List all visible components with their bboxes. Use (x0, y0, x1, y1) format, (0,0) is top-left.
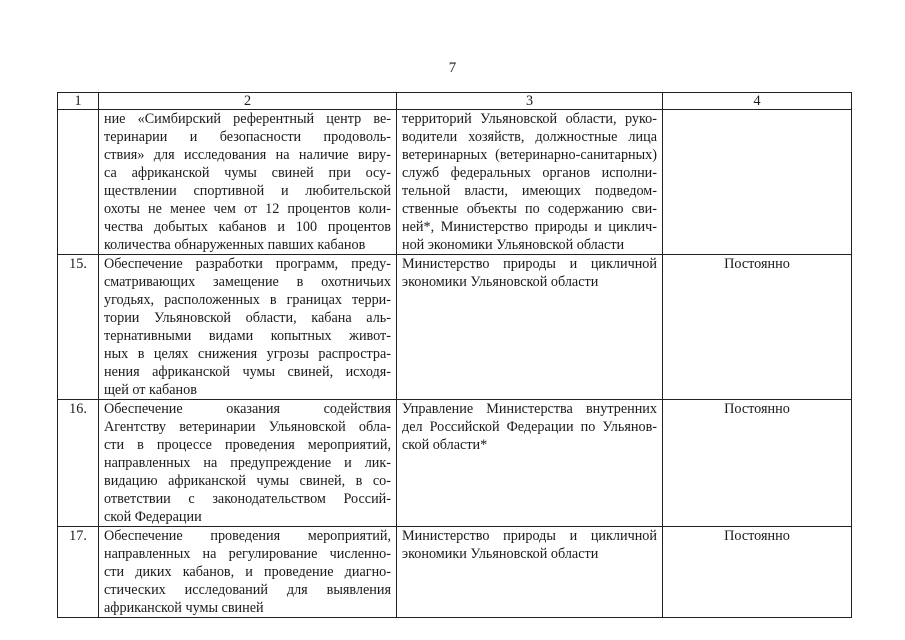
measure-cell-line: ние «Симбирский референтный центр ве- (104, 111, 391, 127)
measure-cell-line: нения африканской чумы свиней, исходя- (104, 364, 391, 380)
executor-cell-line: Управление Министерства внутренних (402, 401, 657, 417)
executor-cell-line: водители хозяйств, должностные лица (402, 129, 657, 145)
measure-cell-line: Обеспечение проведения мероприятий, (104, 528, 391, 544)
executor-cell-line: ней*, Министерство природы и циклич- (402, 219, 657, 235)
measure-cell-line: щей от кабанов (104, 382, 197, 398)
measure-cell-line: охоты не менее чем от 12 процентов коли- (104, 201, 391, 217)
measure-cell (99, 400, 397, 527)
measure-cell-line: сти диких кабанов, и проведение диагно- (104, 564, 391, 580)
executor-cell (397, 255, 663, 400)
row-number: 17. (58, 527, 99, 618)
measure-cell-line: тории Ульяновской области, кабана аль- (104, 310, 391, 326)
measure-cell-line: стических исследований для выявления (104, 582, 391, 598)
measure-cell-line: количества обнаруженных павших кабанов (104, 237, 366, 253)
executor-cell-line: ственные объекты по содержанию сви- (402, 201, 657, 217)
row-number: 15. (58, 255, 99, 400)
header-cell-4: 4 (663, 93, 852, 110)
header-cell-1: 1 (58, 93, 99, 110)
executor-cell-line: ской области* (402, 437, 488, 453)
executor-cell (397, 400, 663, 527)
executor-cell-line: территорий Ульяновской области, руко- (402, 111, 657, 127)
executor-cell-line: дел Российской Федерации по Ульянов- (402, 419, 657, 435)
executor-cell-line: Министерство природы и цикличной (402, 528, 657, 544)
measure-cell-line: сти в процессе проведения мероприятий, (104, 437, 391, 453)
term-cell: Постоянно (663, 400, 852, 527)
measure-cell-line: са африканской чумы свиней при осу- (104, 165, 391, 181)
measure-cell-line: направленных на регулирование численно- (104, 546, 391, 562)
measure-cell (99, 110, 397, 255)
executor-cell-line: тельной власти, имеющих подведом- (402, 183, 657, 199)
header-cell-2: 2 (99, 93, 397, 110)
term-cell: Постоянно (663, 255, 852, 400)
row-number: 16. (58, 400, 99, 527)
table-row (58, 110, 852, 255)
executor-cell-line: служб федеральных органов исполни- (402, 165, 657, 181)
measure-cell-line: Обеспечение оказания содействия (104, 401, 391, 417)
executor-cell-line: Министерство природы и цикличной (402, 256, 657, 272)
executor-cell (397, 527, 663, 618)
measure-cell-line: угодьях, расположенных в границах терри- (104, 292, 391, 308)
measure-cell (99, 255, 397, 400)
measure-cell-line: ных в целях снижения угрозы распростра- (104, 346, 391, 362)
measure-cell-line: ской Федерации (104, 509, 202, 525)
term-cell: Постоянно (663, 527, 852, 618)
measure-cell-line: ответствии с законодательством Россий- (104, 491, 391, 507)
measure-cell-line: африканской чумы свиней (104, 600, 264, 616)
table-header-row (58, 93, 852, 110)
executor-cell-line: экономики Ульяновской области (402, 546, 599, 562)
measure-cell-line: ществлении спортивной и любительской (104, 183, 391, 199)
measure-cell-line: теринарии и безопасности продоволь- (104, 129, 391, 145)
term-cell (663, 110, 852, 255)
table-row (58, 527, 852, 618)
executor-cell-line: ветеринарных (ветеринарно-санитарных) (402, 147, 657, 163)
measure-cell-line: направленных на предупреждение и лик- (104, 455, 391, 471)
header-cell-3: 3 (397, 93, 663, 110)
measure-cell-line: тернативными видами копытных живот- (104, 328, 391, 344)
executor-cell-line: экономики Ульяновской области (402, 274, 599, 290)
measure-cell-line: чества добытых кабанов и 100 процентов (104, 219, 391, 235)
measure-cell (99, 527, 397, 618)
row-number (58, 110, 99, 255)
page-number: 7 (448, 60, 457, 76)
measure-cell-line: видацию африканской чумы свиней, в со- (104, 473, 391, 489)
table-row (58, 255, 852, 400)
measure-cell-line: сматривающих замещение в охотничьих (104, 274, 391, 290)
executor-cell (397, 110, 663, 255)
measure-cell-line: Агентству ветеринарии Ульяновской обла- (104, 419, 391, 435)
executor-cell-line: ной экономики Ульяновской области (402, 237, 625, 253)
measure-cell-line: ствия» для исследования на наличие виру- (104, 147, 391, 163)
measure-cell-line: Обеспечение разработки программ, преду- (104, 256, 391, 272)
measures-table (57, 92, 852, 618)
table-row (58, 400, 852, 527)
